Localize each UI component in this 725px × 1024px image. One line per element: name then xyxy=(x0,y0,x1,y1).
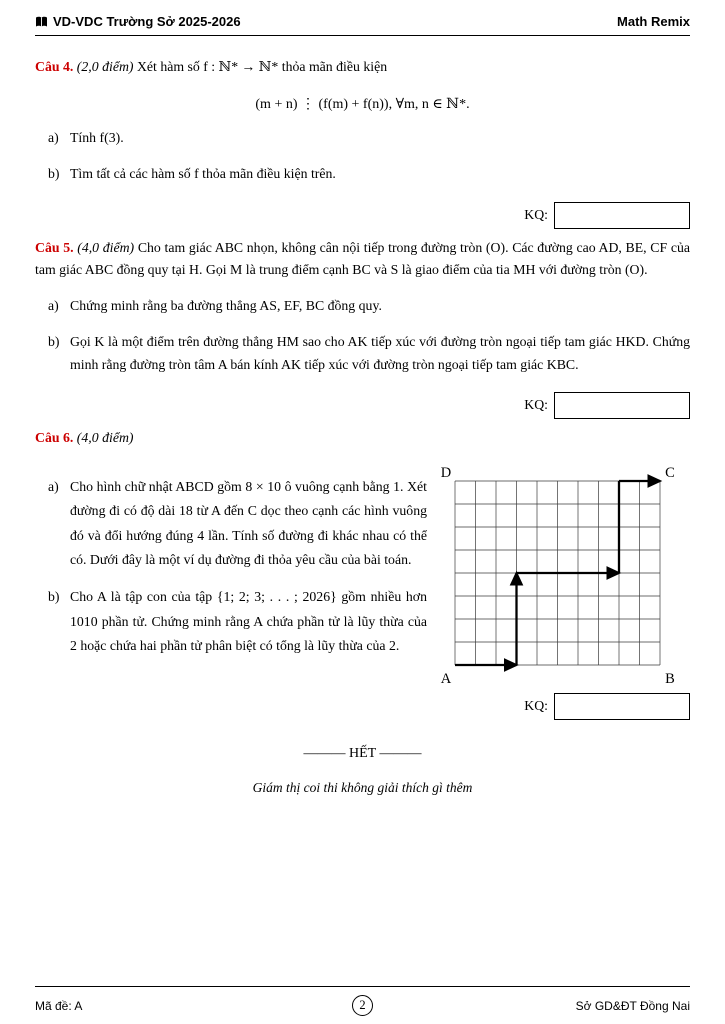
question-4-intro: Xét hàm số f : ℕ* → ℕ* thỏa mãn điều kiện xyxy=(136,59,388,74)
question-6-columns xyxy=(35,463,690,724)
exam-code: Mã đề: A xyxy=(35,998,83,1013)
department-name: Sở GD&ĐT Đồng Nai xyxy=(575,998,690,1013)
item-b-marker: b) xyxy=(48,166,60,182)
book-icon xyxy=(35,16,48,28)
item-b-marker: b) xyxy=(48,334,60,350)
corner-label-d: D xyxy=(440,464,451,481)
question-6-item-b xyxy=(48,585,427,659)
question-5 xyxy=(35,237,690,419)
question-6-label: Câu 6. xyxy=(35,429,74,445)
question-6-points: (4,0 điểm) xyxy=(76,429,134,445)
question-6-text-column xyxy=(35,463,427,724)
question-4-points: (2,0 điểm) xyxy=(76,59,134,74)
header-brand: Math Remix xyxy=(617,14,690,29)
question-4-item-a xyxy=(48,127,690,149)
question-5-answer-row xyxy=(35,392,690,419)
header-title: VD-VDC Trường Sở 2025-2026 xyxy=(53,14,241,29)
question-5-item-a xyxy=(48,295,690,317)
question-5-points: (4,0 điểm) xyxy=(77,239,135,255)
question-4-label: Câu 4. xyxy=(35,59,74,74)
grid-path-diagram xyxy=(439,463,679,689)
item-b-text: Cho A là tập con của tập {1; 2; 3; . . . ; 2026} gồm nhiều hơn 1010 phần tử. Chứng minh rằng A chứa phần tử là lũy thừa của 2 hoặc chứa hai phần tử phân biệt có tổng là lũy thừa của 2. xyxy=(70,588,427,654)
kq-label: KQ: xyxy=(524,397,548,413)
corner-label-a: A xyxy=(440,670,451,687)
answer-box-q6[interactable] xyxy=(554,693,690,720)
question-5-intro: Cho tam giác ABC nhọn, không cân nội tiếp trong đường tròn (O). Các đường cao AD, BE, CF của tam giác ABC đồng quy tại H. Gọi M là trung điểm cạnh BC và S là giao điểm của tia MH với đường tròn (O). xyxy=(35,239,690,277)
answer-box-q4[interactable] xyxy=(554,202,690,229)
question-6-answer-row xyxy=(427,693,690,720)
item-a-text: Cho hình chữ nhật ABCD gồm 8 × 10 ô vuông cạnh bằng 1. Xét đường đi có độ dài 18 từ A đến C dọc theo cạnh các hình vuông đó và đổi hướng đúng 4 lần. Tính số đường đi khác nhau có thể có. Dưới đây là một ví dụ đường đi thỏa yêu cầu của bài toán. xyxy=(70,478,427,568)
page-footer xyxy=(35,986,690,1016)
question-5-item-b xyxy=(48,331,690,376)
corner-label-c: C xyxy=(664,464,675,481)
proctor-note: Giám thị coi thi không giải thích gì thêm xyxy=(252,779,473,795)
question-5-heading xyxy=(35,237,690,281)
page-header xyxy=(35,14,690,36)
question-6 xyxy=(35,427,690,724)
question-4 xyxy=(35,56,690,229)
end-marker: ——— HẾT ——— xyxy=(303,745,422,761)
question-4-item-b xyxy=(48,163,690,185)
item-a-text: Tính f(3). xyxy=(70,130,124,146)
item-b-marker: b) xyxy=(48,588,60,604)
question-4-answer-row xyxy=(35,202,690,229)
question-4-heading xyxy=(35,56,690,78)
item-b-text: Gọi K là một điểm trên đường thẳng HM sao cho AK tiếp xúc với đường tròn ngoại tiếp tam giác HKD. Chứng minh rằng đường tròn tâm A bán kính AK tiếp xúc với đường tròn ngoại tiếp tam giác KBC. xyxy=(70,334,690,372)
item-a-marker: a) xyxy=(48,130,59,146)
question-6-item-a xyxy=(48,475,427,573)
kq-label: KQ: xyxy=(524,207,548,223)
question-5-label: Câu 5. xyxy=(35,239,74,255)
page-number-badge: 2 xyxy=(352,995,373,1016)
question-6-heading xyxy=(35,427,690,449)
corner-label-b: B xyxy=(664,670,675,687)
item-a-marker: a) xyxy=(48,297,59,313)
item-b-text: Tìm tất cả các hàm số f thỏa mãn điều kiện trên. xyxy=(70,166,336,182)
kq-label: KQ: xyxy=(524,698,548,714)
question-6-figure-column xyxy=(427,463,690,724)
question-4-formula: (m + n) ⋮ (f(m) + f(n)), ∀m, n ∈ ℕ*. xyxy=(255,97,470,113)
item-a-marker: a) xyxy=(48,478,59,494)
answer-box-q5[interactable] xyxy=(554,392,690,419)
header-left xyxy=(35,14,241,29)
item-a-text: Chứng minh rằng ba đường thẳng AS, EF, BC đồng quy. xyxy=(70,297,382,313)
